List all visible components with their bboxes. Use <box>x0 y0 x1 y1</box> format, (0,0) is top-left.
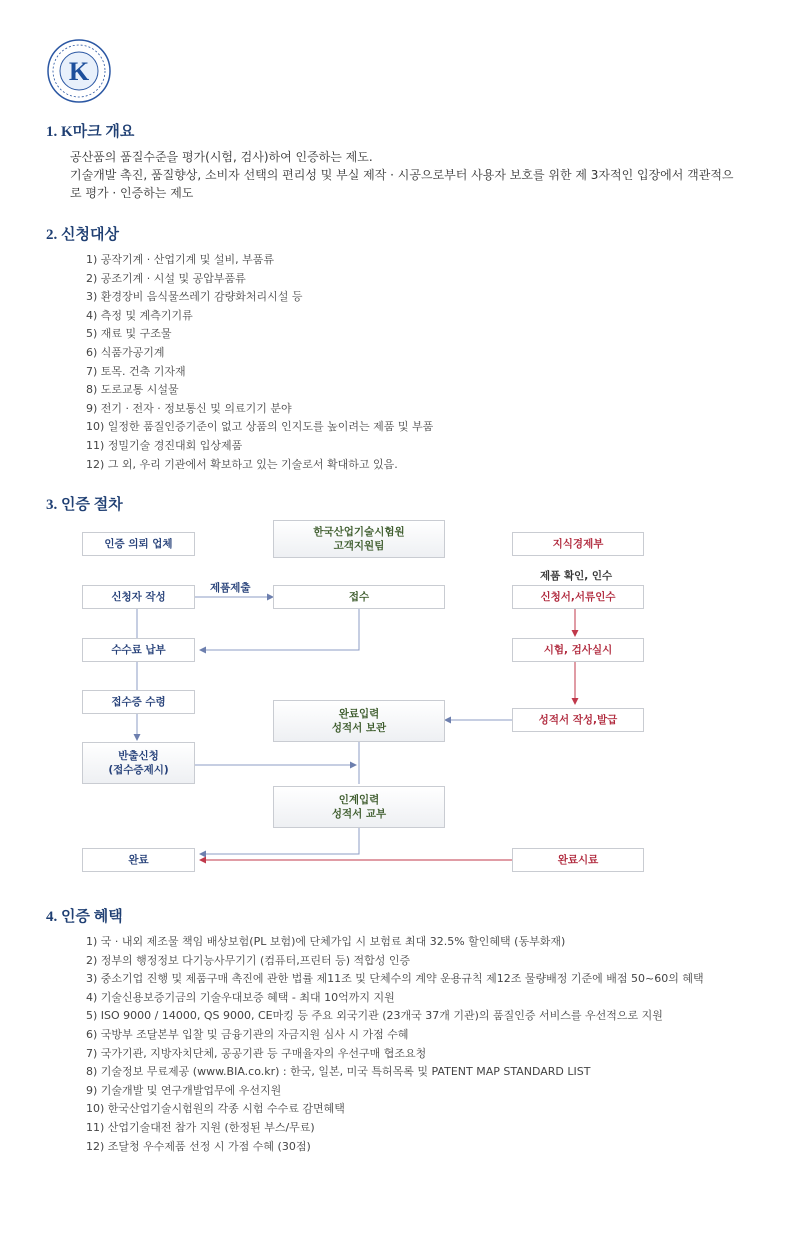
test-exec-box: 시험, 검사실시 <box>512 638 644 662</box>
procedure-flowchart <box>82 520 648 880</box>
list-item: 1) 공작기계 · 산업기계 및 설비, 부품류 <box>86 253 275 266</box>
receipt-box: 접수증 수령 <box>82 690 195 714</box>
list-item: 5) ISO 9000 / 14000, QS 9000, CE마킹 등 주요 외국기관 (23개국 37개 기관)의 품질인증 서비스를 우선적으로 지원 <box>86 1009 663 1023</box>
list-item: 10) 한국산업기술시험원의 각종 시험 수수료 감면혜택 <box>86 1102 345 1116</box>
list-item: 6) 국방부 조달본부 입찰 및 금융기관의 자금지원 심사 시 가점 수혜 <box>86 1027 409 1041</box>
list-item: 3) 중소기업 진행 및 제품구매 촉진에 관한 법률 제11조 및 단체수의 계약 운용규칙 제12조 물량배정 기준에 배점 50~60의 혜택 <box>86 972 704 986</box>
list-item: 10) 일정한 품질인증기준이 없고 상품의 인지도를 높이려는 제품 및 부품 <box>86 420 434 434</box>
ministry-box: 지식경제부 <box>512 532 644 556</box>
overview-text <box>70 148 750 202</box>
list-item: 9) 전기 · 전자 · 정보통신 및 의료기기 분야 <box>86 401 292 415</box>
requester-box: 인증 의뢰 업체 <box>82 532 195 556</box>
list-item: 12) 조달청 우수제품 선정 시 가점 수혜 (30점) <box>86 1139 311 1153</box>
k-mark-logo <box>46 38 112 104</box>
write-application-box: 신청자 작성 <box>82 585 195 609</box>
list-item: 6) 식품가공기계 <box>86 345 165 359</box>
list-item: 4) 측정 및 계측기기류 <box>86 308 193 322</box>
list-item: 2) 공조기계 · 시설 및 공압부품류 <box>86 271 246 285</box>
overview-line: 로 평가 · 인증하는 제도 <box>70 186 194 200</box>
targets-list <box>86 251 433 474</box>
list-item: 3) 환경장비 음식물쓰레기 감량화처리시설 등 <box>86 290 303 304</box>
product-submit-label: 제품제출 <box>210 582 251 594</box>
benefits-list <box>86 933 704 1156</box>
list-item: 5) 재료 및 구조물 <box>86 327 172 341</box>
report-issue-box: 성적서 작성,발급 <box>512 708 644 732</box>
section-title-procedure: 3. 인증 절차 <box>46 497 123 513</box>
done-test-box: 완료시료 <box>512 848 644 872</box>
institute-box: 한국산업기술시험원 고객지원팀 <box>273 520 445 558</box>
pay-fee-box: 수수료 납부 <box>82 638 195 662</box>
list-item: 4) 기술신용보증기금의 기술우대보증 혜택 - 최대 10억까지 지원 <box>86 990 395 1004</box>
list-item: 11) 정밀기술 경진대회 입상제품 <box>86 438 243 452</box>
list-item: 8) 도로교통 시설물 <box>86 383 179 397</box>
list-item: 7) 토목. 건축 기자재 <box>86 364 186 378</box>
list-item: 7) 국가기관, 지방자치단체, 공공기관 등 구매율자의 우선구매 협조요청 <box>86 1046 427 1060</box>
doc-takeover-box: 신청서,서류인수 <box>512 585 644 609</box>
list-item: 2) 정부의 행정정보 다기능사무기기 (컴퓨터,프린터 등) 적합성 인증 <box>86 953 411 967</box>
list-item: 8) 기술정보 무료제공 (www.BIA.co.kr) : 한국, 일본, 미국 특허목록 및 PATENT MAP STANDARD LIST <box>86 1065 591 1079</box>
list-item: 9) 기술개발 및 연구개발업무에 우선지원 <box>86 1083 282 1097</box>
list-item: 1) 국 · 내외 제조물 책임 배상보험(PL 보험)에 단체가입 시 보험료 최대 32.5% 할인혜택 (동부화재) <box>86 935 566 948</box>
product-check-label: 제품 확인, 인수 <box>540 570 613 582</box>
section-title-overview: 1. K마크 개요 <box>46 124 135 140</box>
section-title-benefits: 4. 인증 혜택 <box>46 909 123 925</box>
release-request-box: 반출신청 (접수증제시) <box>82 742 195 784</box>
section-title-targets: 2. 신청대상 <box>46 227 119 243</box>
list-item: 12) 그 외, 우리 기관에서 확보하고 있는 기술로서 확대하고 있음. <box>86 457 398 471</box>
receive-box: 접수 <box>273 585 445 609</box>
done-box: 완료 <box>82 848 195 872</box>
overview-line: 기술개발 촉진, 품질향상, 소비자 선택의 편리성 및 부실 제작 · 시공으로부터 사용자 보호를 위한 제 3자적인 입장에서 객관적으 <box>70 168 734 182</box>
complete-input-box: 완료입력 성적서 보관 <box>273 700 445 742</box>
logo-letter: K <box>68 57 90 86</box>
list-item: 11) 산업기술대전 참가 지원 (한정된 부스/무료) <box>86 1120 315 1134</box>
handover-input-box: 인계입력 성적서 교부 <box>273 786 445 828</box>
overview-line: 공산품의 품질수준을 평가(시험, 검사)하여 인증하는 제도. <box>70 150 373 164</box>
